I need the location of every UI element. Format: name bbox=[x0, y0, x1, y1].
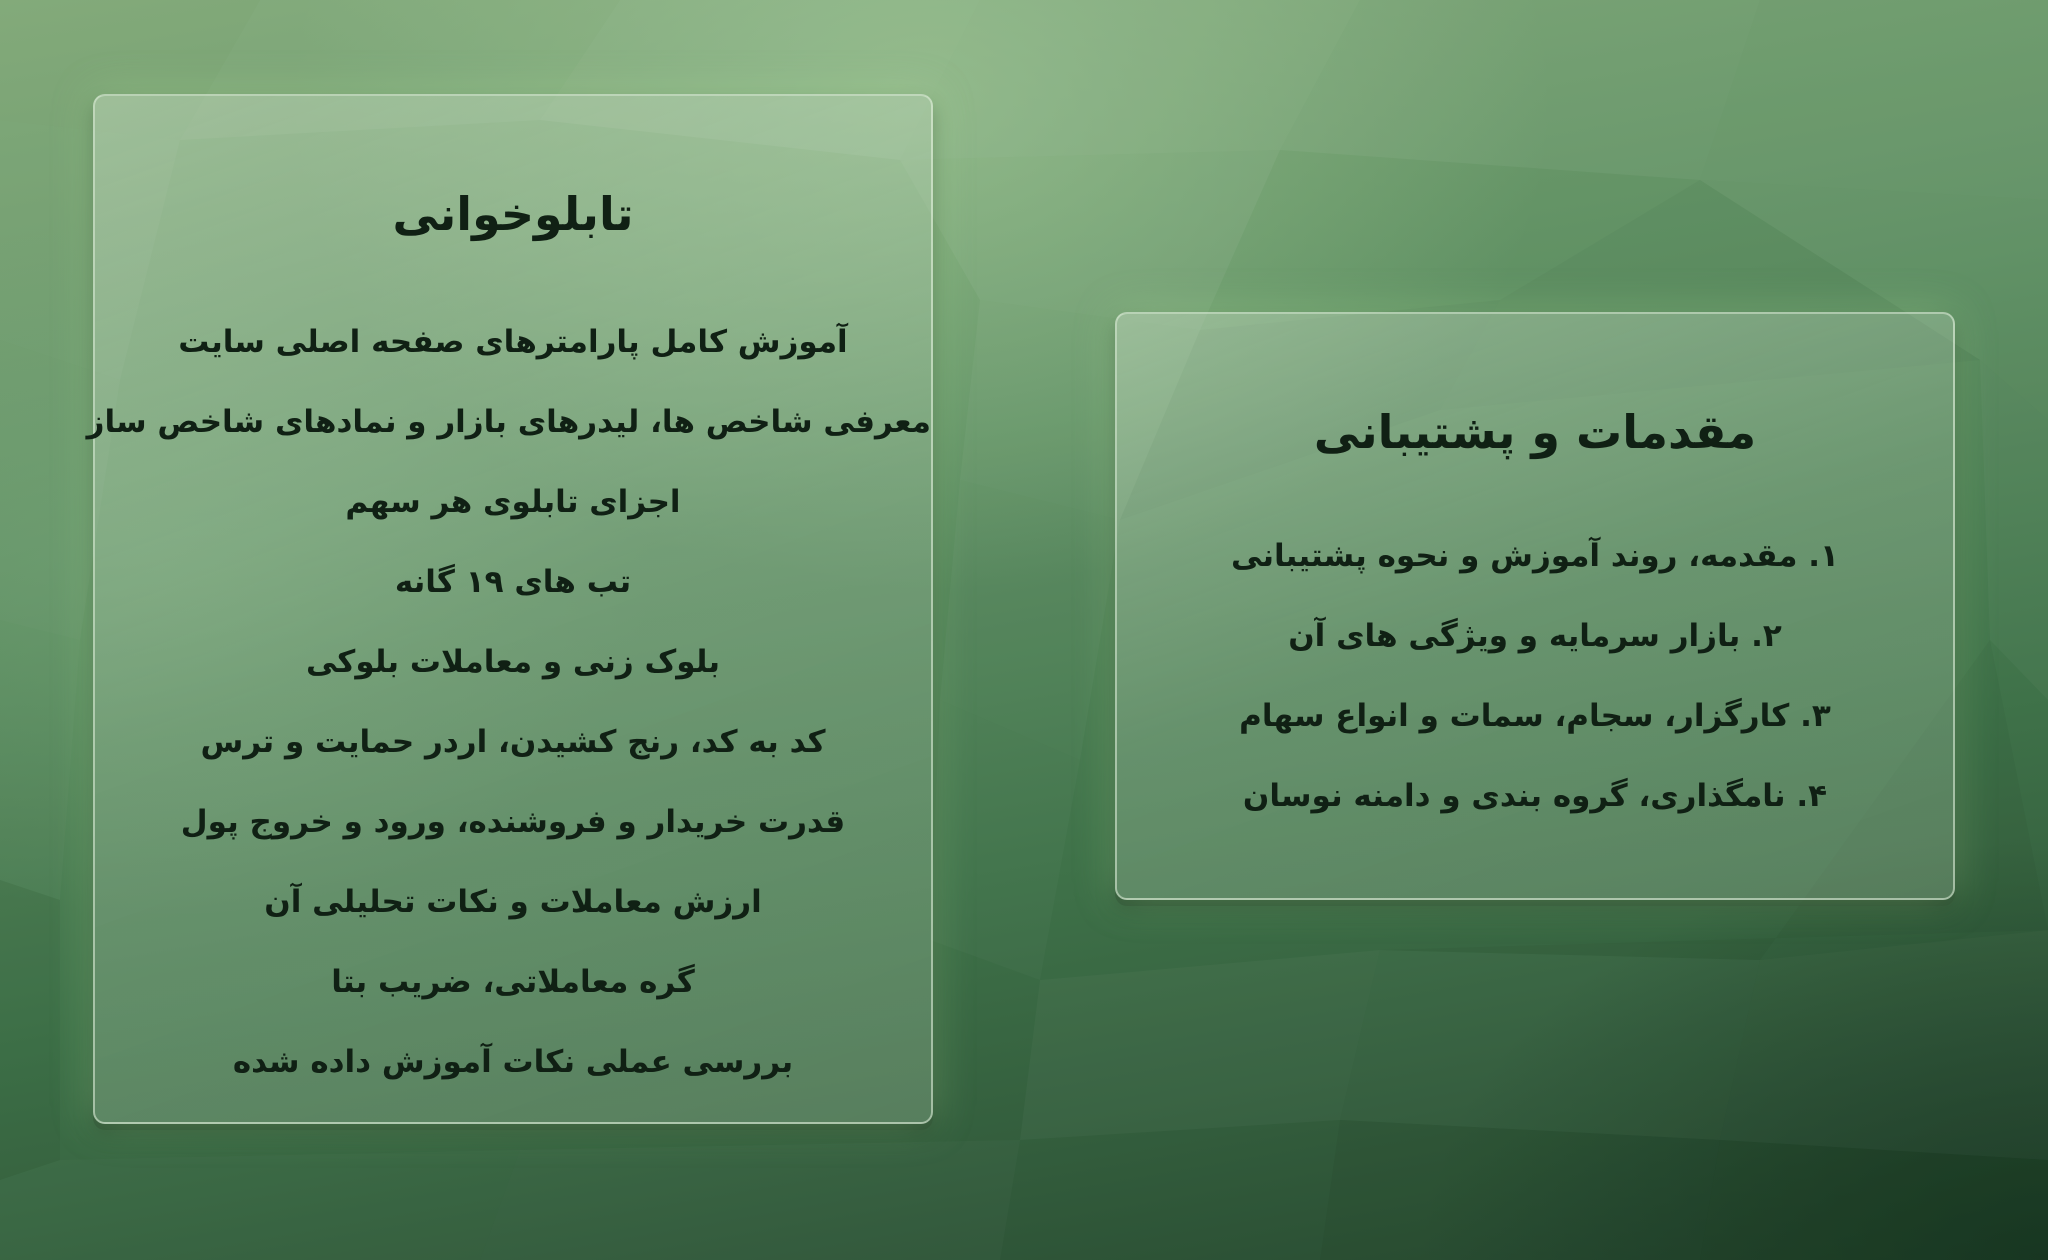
board-reading-card bbox=[86, 94, 933, 1124]
list-item: اجزای تابلوی هر سهم bbox=[345, 484, 681, 520]
intro-support-title: مقدمات و پشتیبانی bbox=[1313, 405, 1757, 459]
intro-support-list bbox=[1117, 516, 1953, 836]
list-item: ۴. نامگذاری، گروه بندی و دامنه نوسان bbox=[1242, 778, 1828, 814]
list-item: ارزش معاملات و نکات تحلیلی آن bbox=[264, 884, 762, 920]
board-reading-list bbox=[86, 302, 931, 1102]
list-item: آموزش کامل پارامترهای صفحه اصلی سایت bbox=[178, 324, 848, 360]
list-item: ۳. کارگزار، سجام، سمات و انواع سهام bbox=[1239, 698, 1831, 734]
intro-support-card bbox=[1115, 312, 1955, 900]
list-item: کد به کد، رنج کشیدن، اردر حمایت و ترس bbox=[200, 724, 826, 760]
list-item: ۱. مقدمه، روند آموزش و نحوه پشتیبانی bbox=[1231, 538, 1839, 574]
list-item: گره معاملاتی، ضریب بتا bbox=[331, 964, 695, 1000]
list-item: ۲. بازار سرمایه و ویژگی های آن bbox=[1288, 618, 1782, 654]
list-item: تب های ۱۹ گانه bbox=[394, 564, 632, 600]
list-item: معرفی شاخص ها، لیدرهای بازار و نمادهای شاخص ساز bbox=[86, 404, 931, 440]
list-item: بلوک زنی و معاملات بلوکی bbox=[305, 644, 721, 680]
board-reading-title: تابلوخوانی bbox=[392, 187, 634, 241]
list-item: قدرت خریدار و فروشنده، ورود و خروج پول bbox=[180, 804, 846, 840]
list-item: بررسی عملی نکات آموزش داده شده bbox=[232, 1044, 794, 1080]
